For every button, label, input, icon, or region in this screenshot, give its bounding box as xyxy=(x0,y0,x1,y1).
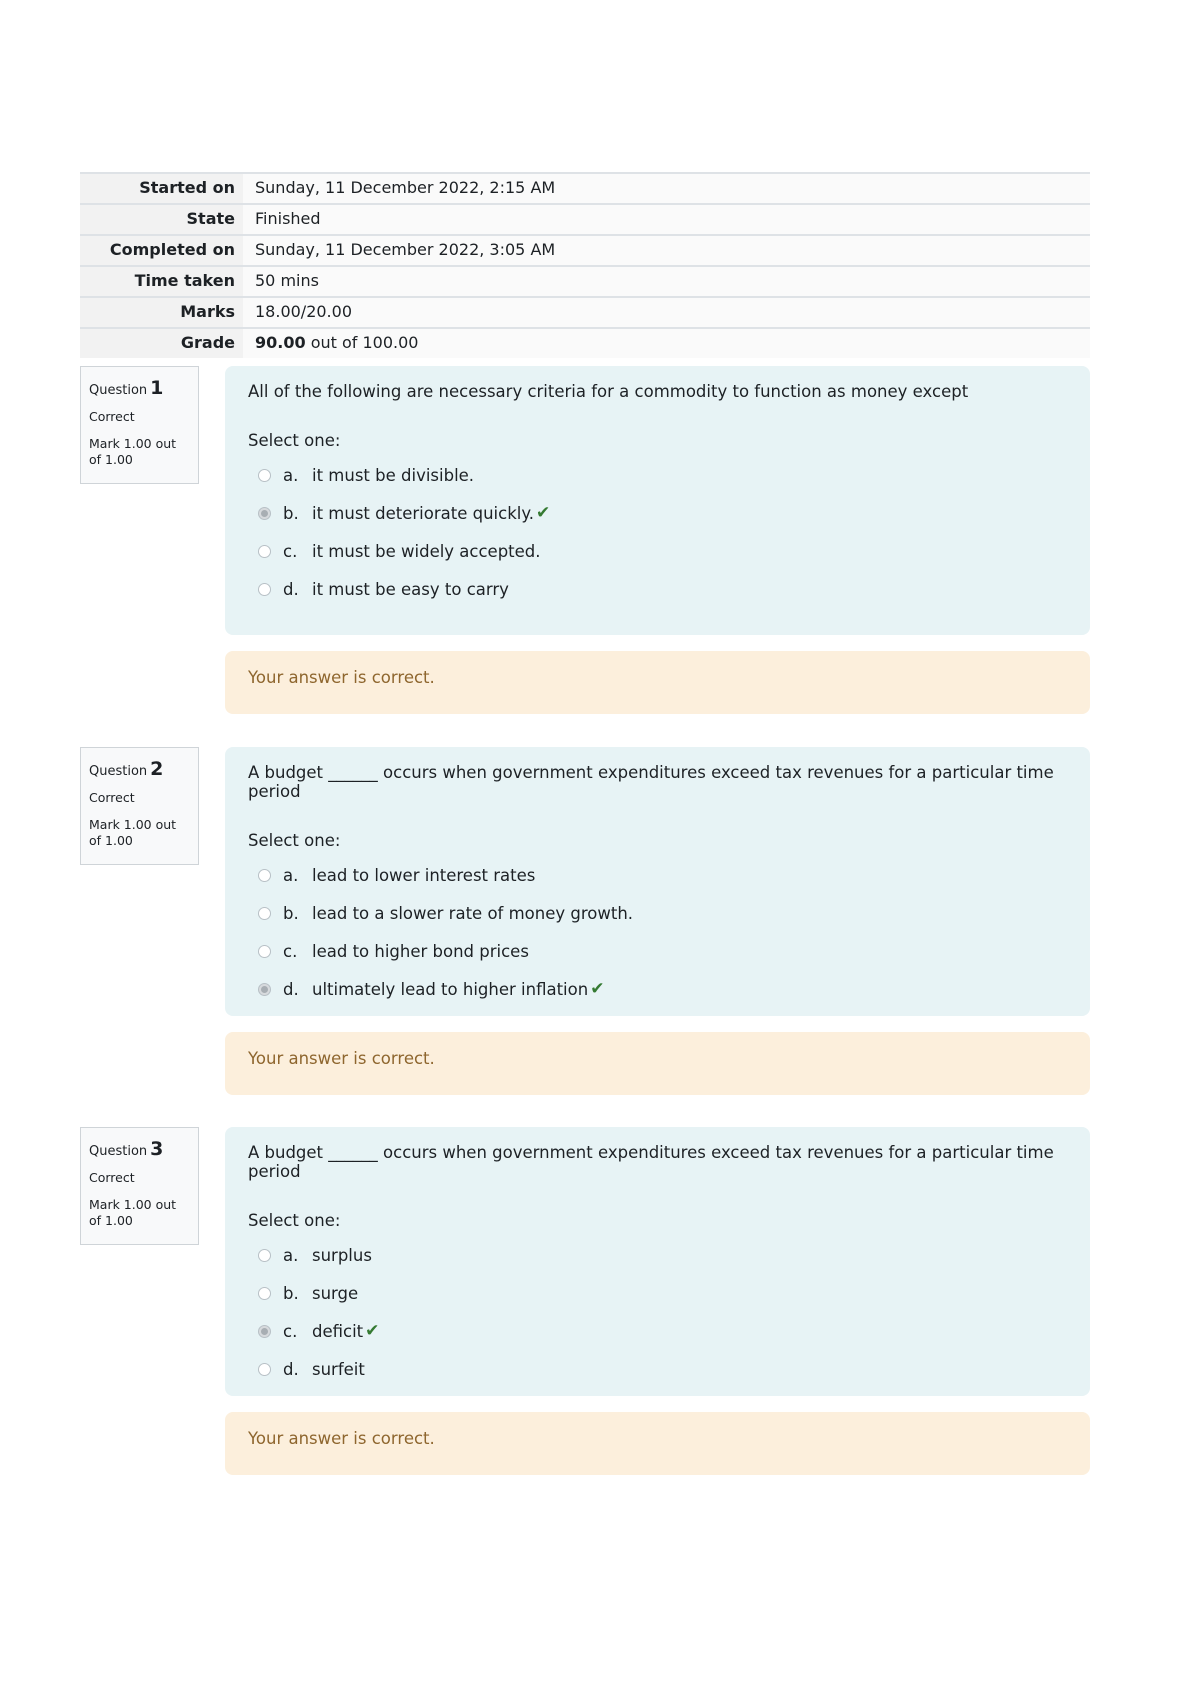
radio-button[interactable] xyxy=(258,907,271,920)
radio-button[interactable] xyxy=(258,1249,271,1262)
correct-check-icon: ✔ xyxy=(536,503,551,523)
answer-letter: d. xyxy=(283,979,299,999)
answer-text: it must be divisible. xyxy=(312,465,475,485)
question-label: Question xyxy=(89,383,148,398)
question-number: 1 xyxy=(150,377,164,399)
summary-row-marks xyxy=(80,296,1090,327)
radio-button[interactable] xyxy=(258,1287,271,1300)
answer-list xyxy=(258,856,1067,1008)
question-content xyxy=(225,1127,1090,1396)
question-state: Correct xyxy=(89,1169,135,1185)
radio-button[interactable] xyxy=(258,469,271,482)
summary-label: Marks xyxy=(80,298,243,327)
answer-text: lead to lower interest rates xyxy=(312,865,536,885)
answer-text: deficit xyxy=(312,1321,364,1341)
radio-button[interactable] xyxy=(258,583,271,596)
answer-text: surplus xyxy=(312,1245,372,1265)
summary-row-completed xyxy=(80,234,1090,265)
answer-option[interactable] xyxy=(258,532,1067,570)
answer-prompt: Select one: xyxy=(248,1211,341,1230)
summary-label: State xyxy=(80,205,243,234)
summary-row-state xyxy=(80,203,1090,234)
radio-button-selected[interactable] xyxy=(258,507,271,520)
question-text: A budget ______ occurs when government expenditures exceed tax revenues for a particular time period xyxy=(248,763,1054,801)
attempt-summary xyxy=(80,172,1090,358)
summary-value: Finished xyxy=(243,205,1090,234)
correct-check-icon: ✔ xyxy=(590,979,605,999)
radio-button[interactable] xyxy=(258,1363,271,1376)
summary-label: Grade xyxy=(80,329,243,358)
answer-text: lead to a slower rate of money growth. xyxy=(312,903,634,923)
summary-row-grade xyxy=(80,327,1090,358)
answer-letter: b. xyxy=(283,503,299,523)
question-label: Question xyxy=(89,1144,148,1159)
summary-row-started xyxy=(80,172,1090,203)
summary-label: Time taken xyxy=(80,267,243,296)
answer-option[interactable] xyxy=(258,1236,1067,1274)
question-info xyxy=(80,1127,199,1245)
answer-list xyxy=(258,1236,1067,1388)
answer-letter: d. xyxy=(283,1359,299,1379)
answer-feedback: Your answer is correct. xyxy=(225,1032,1090,1095)
answer-text: surfeit xyxy=(312,1359,365,1379)
answer-prompt: Select one: xyxy=(248,431,341,450)
question-info xyxy=(80,366,199,484)
answer-letter: a. xyxy=(283,1245,299,1265)
answer-option[interactable] xyxy=(258,894,1067,932)
answer-option[interactable] xyxy=(258,1274,1067,1312)
answer-text: it must be easy to carry xyxy=(312,579,509,599)
answer-letter: c. xyxy=(283,541,298,561)
answer-feedback: Your answer is correct. xyxy=(225,651,1090,714)
question-mark: Mark 1.00 out of 1.00 xyxy=(89,1196,177,1229)
answer-text: it must be widely accepted. xyxy=(312,541,541,561)
question-state: Correct xyxy=(89,408,135,424)
answer-option[interactable] xyxy=(258,570,1067,608)
summary-label: Completed on xyxy=(80,236,243,265)
answer-option[interactable] xyxy=(258,1350,1067,1388)
answer-letter: d. xyxy=(283,579,299,599)
radio-button[interactable] xyxy=(258,869,271,882)
question-label: Question xyxy=(89,764,148,779)
answer-text: surge xyxy=(312,1283,359,1303)
answer-letter: c. xyxy=(283,941,298,961)
radio-button-selected[interactable] xyxy=(258,983,271,996)
summary-value: 18.00/20.00 xyxy=(243,298,1090,327)
answer-text: it must deteriorate quickly. xyxy=(312,503,534,523)
question-number: 3 xyxy=(150,1138,164,1160)
answer-letter: a. xyxy=(283,465,299,485)
answer-option[interactable] xyxy=(258,970,1067,1008)
answer-text: lead to higher bond prices xyxy=(312,941,529,961)
question-info xyxy=(80,747,199,865)
grade-out-of: out of 100.00 xyxy=(305,333,419,352)
summary-value: Sunday, 11 December 2022, 3:05 AM xyxy=(243,236,1090,265)
question-state: Correct xyxy=(89,789,135,805)
question-text: All of the following are necessary criteria for a commodity to function as money except xyxy=(248,382,969,401)
question-mark: Mark 1.00 out of 1.00 xyxy=(89,435,177,468)
question-text: A budget ______ occurs when government expenditures exceed tax revenues for a particular time period xyxy=(248,1143,1054,1181)
answer-feedback: Your answer is correct. xyxy=(225,1412,1090,1475)
radio-button[interactable] xyxy=(258,945,271,958)
grade-value: 90.00 xyxy=(255,333,306,352)
question-content xyxy=(225,366,1090,635)
correct-check-icon: ✔ xyxy=(365,1321,380,1341)
answer-text: ultimately lead to higher inflation xyxy=(312,979,589,999)
answer-option[interactable] xyxy=(258,456,1067,494)
summary-row-time-taken xyxy=(80,265,1090,296)
answer-letter: a. xyxy=(283,865,299,885)
summary-value: Sunday, 11 December 2022, 2:15 AM xyxy=(243,174,1090,203)
question-mark: Mark 1.00 out of 1.00 xyxy=(89,816,177,849)
answer-option[interactable] xyxy=(258,856,1067,894)
answer-letter: b. xyxy=(283,903,299,923)
answer-letter: c. xyxy=(283,1321,298,1341)
radio-button[interactable] xyxy=(258,545,271,558)
question-content xyxy=(225,747,1090,1016)
summary-value xyxy=(243,329,1090,358)
answer-option[interactable] xyxy=(258,932,1067,970)
radio-button-selected[interactable] xyxy=(258,1325,271,1338)
answer-option[interactable] xyxy=(258,1312,1067,1350)
summary-label: Started on xyxy=(80,174,243,203)
answer-letter: b. xyxy=(283,1283,299,1303)
answer-prompt: Select one: xyxy=(248,831,341,850)
answer-list xyxy=(258,456,1067,608)
summary-value: 50 mins xyxy=(243,267,1090,296)
answer-option[interactable] xyxy=(258,494,1067,532)
question-number: 2 xyxy=(150,758,164,780)
